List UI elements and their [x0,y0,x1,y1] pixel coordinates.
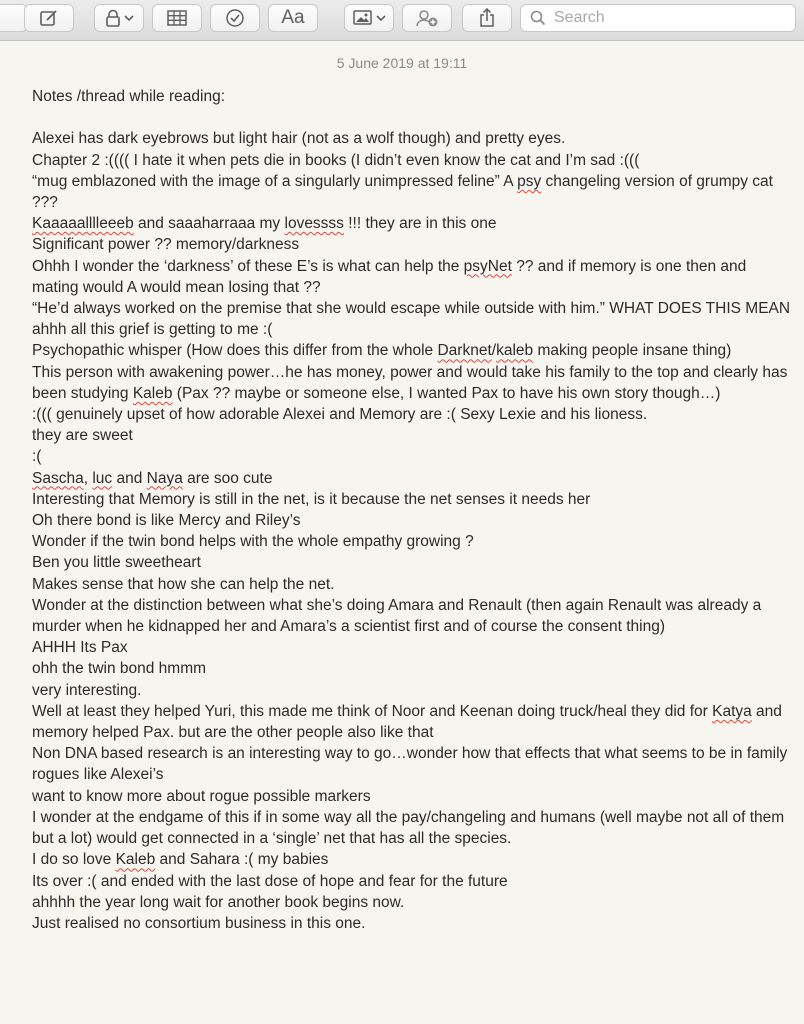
misspelled-word: Katya [712,702,752,720]
note-line: Significant power ?? memory/darkness [32,236,300,254]
misspelled-word: Darknet [437,342,492,360]
misspelled-word: lovessss [284,215,344,233]
photo-icon [353,10,373,26]
checkmark-circle-icon [225,8,245,28]
note-line: Interesting that Memory is still in the net, is it because the net senses it needs her [32,490,591,508]
chevron-down-icon [376,14,386,22]
note-line: they are sweet [32,427,133,445]
note-line: Non DNA based research is an interesting way to go…wonder how that effects that what seems to be in family rogues like Alexei’s [32,745,788,784]
misspelled-word: Sascha [32,469,84,487]
checklist-button[interactable] [210,4,260,32]
note-line: :((( genuinely upset of how adorable Alexei and Memory are :( Sexy Lexie and his lioness. [32,406,648,424]
note-line: Sascha, luc and Naya are soo cute [32,469,273,487]
note-date: 5 June 2019 at 19:11 [336,55,468,71]
misspelled-word: luc [92,469,113,487]
media-menu-button[interactable] [344,4,394,32]
chevron-down-icon [124,14,134,22]
share-people-button[interactable] [402,4,452,32]
note-line: “He’d always worked on the premise that she would escape while outside with him.” WHAT DOES THIS MEAN [32,300,791,318]
note-line: ohh the twin bond hmmm [32,660,207,678]
misspelled-word: Kaleb [115,851,156,869]
note-line: Notes /thread while reading: [32,88,226,105]
lock-menu-button[interactable] [94,4,144,32]
note-line: Wonder if the twin bond helps with the whole empathy growing ? [32,533,474,551]
compose-icon [39,9,59,27]
table-button[interactable] [152,4,202,32]
add-people-icon [415,8,439,28]
note-line: This person with awakening power…he has money, power and would take his family to the top and clearly has been studying Kaleb (Pax ?? maybe or someone else, I wanted Pax to have his own story though…) [32,363,788,402]
note-line: Wonder at the distinction between what she’s doing Amara and Renault (then again Renault was already a murder when he kidnapped her and Amara’s a scientist first and of course the consent thing) [32,596,762,636]
share-button[interactable] [462,4,512,32]
format-button[interactable] [268,4,318,32]
lock-icon [105,9,121,27]
note-line: “mug emblazoned with the image of a singularly unimpressed feline” A psy changeling version of grumpy cat ??? [32,172,773,211]
search-icon [530,10,546,26]
misspelled-word: Naya [146,469,183,487]
note-line [32,107,792,128]
search-field[interactable] [520,4,796,32]
note-line: AHHH Its Pax [32,639,128,657]
search-input[interactable] [552,8,786,28]
note-line: Alexei has dark eyebrows but light hair (not as a wolf though) and pretty eyes. [32,130,566,148]
note-line: ahhhh the year long wait for another book begins now. [32,893,405,911]
note-line: Just realised no consortium business in this one. [32,914,366,932]
misspelled-word: Kaleb [132,384,173,402]
note-line: Chapter 2 :(((( I hate it when pets die in books (I didn’t even know the cat and I’m sad :((( [32,151,640,169]
note-line: ahhh all this grief is getting to me :( [32,321,273,339]
note-line: Makes sense that how she can help the net. [32,575,335,593]
toolbar [0,0,804,41]
misspelled-word: kaleb [496,342,534,360]
note-line: Ben you little sweetheart [32,554,201,572]
text-format-icon: Aa [281,7,305,28]
table-icon [167,10,187,26]
misspelled-word: psy [517,172,542,190]
misspelled-word: psyNet [463,257,512,275]
note-line: :( [32,448,42,466]
note-line: very interesting. [32,681,142,699]
share-icon [479,8,495,28]
note-body[interactable] [32,86,792,934]
note-line: want to know more about rogue possible markers [32,787,371,805]
note-line: I do so love Kaleb and Sahara :( my babies [32,851,329,869]
note-line: Psychopathic whisper (How does this differ from the whole Darknet/kaleb making people insane thing) [32,342,732,360]
note-line: Oh there bond is like Mercy and Riley’s [32,512,301,530]
misspelled-word: Kaaaaalllleeeb [32,215,134,233]
note-line: I wonder at the endgame of this if in some way all the pay/changeling and humans (well maybe not all of them but a lot) would get connected in a ‘single’ net that has all the species. [32,808,785,848]
compose-button[interactable] [24,4,74,32]
note-line: Its over :( and ended with the last dose of hope and fear for the future [32,872,508,890]
note-line: Well at least they helped Yuri, this made me think of Noor and Keenan doing truck/heal they did for Katya and memory helped Pax. but are the other people also like that [32,702,782,742]
note-line: Kaaaaalllleeeb and saaaharraaa my lovessss !!! they are in this one [32,215,497,233]
note-line: Ohhh I wonder the ‘darkness’ of these E’s is what can help the psyNet ?? and if memory is one then and mating would A would mean losing that ?? [32,257,747,296]
